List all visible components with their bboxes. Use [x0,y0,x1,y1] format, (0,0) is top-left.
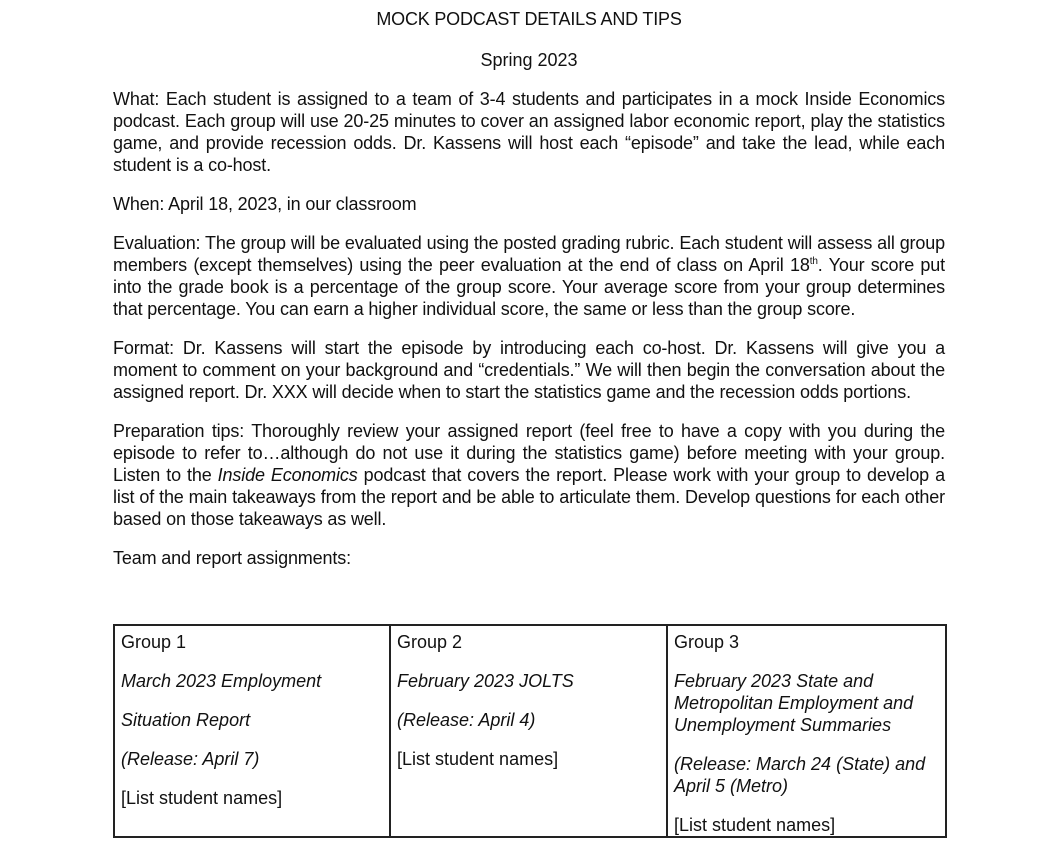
group-3-students: [List student names] [674,815,836,835]
preparation-paragraph [113,420,945,530]
group-2-report: February 2023 JOLTS [397,671,574,691]
group-2-release: (Release: April 4) [397,710,536,730]
group-assignments-table [113,624,947,838]
document-subtitle: Spring 2023 [480,50,578,70]
format-paragraph: Format: Dr. Kassens will start the episode by introducing each co-host. Dr. Kassens will give you a moment to comment on your background and “credentials.” We will then begin the conversation about the assigned report. Dr. XXX will decide when to start the statistics game and the recession odds portions. [113,338,945,402]
group-1-name: Group 1 [121,632,187,652]
group-3-release: (Release: March 24 (State) and April 5 (Metro) [674,754,926,796]
group-2-cell [390,625,667,837]
group-1-report-line-2: Situation Report [121,710,251,730]
group-3-cell [667,625,946,837]
preparation-text-after: podcast that covers the report. Please work with your group to develop a list of the main takeaways from the report and be able to articulate them. Develop questions for each other based on those takeaways as well. [113,465,945,529]
evaluation-ordinal-suffix: th [809,256,818,267]
document-page [113,0,945,835]
group-1-release: (Release: April 7) [121,749,260,769]
group-2-name: Group 2 [397,632,463,652]
document-title: MOCK PODCAST DETAILS AND TIPS [376,9,682,29]
group-3-name: Group 3 [674,632,740,652]
group-1-report: March 2023 Employment [121,671,322,691]
group-3-report: February 2023 State and Metropolitan Employment and Unemployment Summaries [674,671,914,735]
group-1-students: [List student names] [121,788,283,808]
evaluation-text-before: Evaluation: The group will be evaluated using the posted grading rubric. Each student will assess all group members (except themselves) using the peer evaluation at the end of class on April 18 [113,233,945,275]
preparation-text-before: Preparation tips: Thoroughly review your assigned report (feel free to have a copy with you during the episode to refer to…although do not use it during the statistics game) before meeting with your group. Listen to the [113,421,945,485]
table-row [114,625,946,837]
group-1-cell [114,625,390,837]
what-paragraph: What: Each student is assigned to a team of 3-4 students and participates in a mock Inside Economics podcast. Each group will use 20-25 minutes to cover an assigned labor economic report, play the statistics game, and provide recession odds. Dr. Kassens will host each “episode” and take the lead, while each student is a co-host. [113,89,945,175]
evaluation-text-after: . Your score put into the grade book is a percentage of the group score. Your average score from your group determines that percentage. You can earn a higher individual score, the same or less than the group score. [113,255,945,319]
group-2-students: [List student names] [397,749,559,769]
when-paragraph: When: April 18, 2023, in our classroom [113,194,417,214]
team-assignments-label: Team and report assignments: [113,548,351,568]
evaluation-paragraph [113,232,945,320]
podcast-title: Inside Economics [217,465,358,485]
